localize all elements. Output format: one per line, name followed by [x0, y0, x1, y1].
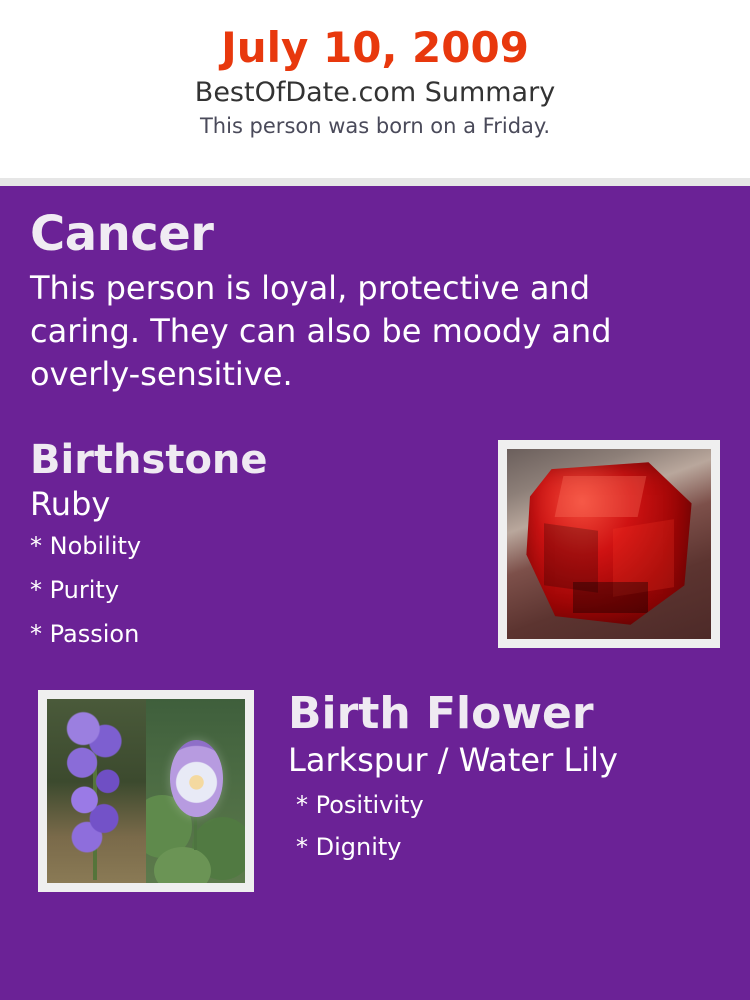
- larkspur-photo: [47, 699, 146, 883]
- birthstone-image: [498, 440, 720, 648]
- ruby-facet: [573, 582, 648, 613]
- birthstone-name: Ruby: [30, 485, 111, 524]
- ruby-photo: [507, 449, 711, 639]
- larkspur-blooms: [65, 710, 126, 865]
- birthstone-trait: * Passion: [30, 619, 140, 648]
- birth-flower-name: Larkspur / Water Lily: [288, 740, 618, 779]
- site-summary-label: BestOfDate.com Summary: [194, 77, 556, 109]
- flower-photo-pair: [47, 699, 245, 883]
- zodiac-description: This person is loyal, protective and caring. They can also be moody and overly-sensitive.: [30, 268, 612, 394]
- birthstone-section: [30, 438, 720, 668]
- birth-flower-section: [30, 690, 720, 900]
- ruby-facet: [554, 476, 645, 517]
- birthstone-trait: * Nobility: [30, 531, 142, 560]
- zodiac-sign-title: Cancer: [30, 206, 214, 262]
- birth-flower-title: Birth Flower: [288, 688, 594, 740]
- birthstone-title: Birthstone: [30, 437, 268, 484]
- birth-flower-image: [38, 690, 254, 892]
- header-divider: [0, 178, 750, 186]
- water-lily-photo: [146, 699, 245, 883]
- birth-flower-trait: * Dignity: [296, 833, 402, 862]
- born-day-note: This person was born on a Friday.: [199, 113, 551, 138]
- birthstone-trait: * Purity: [30, 575, 120, 604]
- page-title: July 10, 2009: [221, 23, 529, 72]
- lily-bloom: [170, 740, 223, 817]
- birth-flower-trait: * Positivity: [296, 791, 424, 820]
- ruby-shape: [519, 459, 699, 630]
- details-panel: [0, 186, 750, 1000]
- card-header: [0, 0, 750, 178]
